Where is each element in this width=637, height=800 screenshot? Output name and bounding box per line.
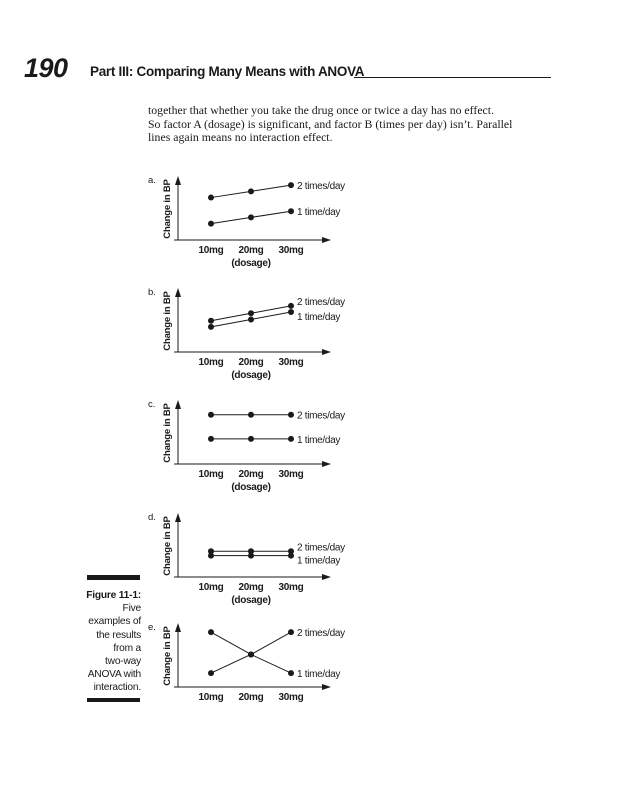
data-point: [208, 670, 214, 676]
panel-letter: d.: [148, 512, 156, 523]
x-tick-label: 20mg: [238, 582, 264, 593]
series-label: 1 time/day: [297, 669, 341, 681]
y-axis-label: Change in BP: [162, 626, 173, 686]
x-tick-label: 20mg: [238, 469, 264, 480]
series-label: 2 times/day: [297, 181, 345, 193]
data-point: [288, 303, 294, 309]
caption-line: from a: [113, 642, 141, 654]
data-point: [288, 412, 294, 418]
x-tick-label: 30mg: [278, 469, 304, 480]
running-head: Part III: Comparing Many Means with ANOVA: [90, 64, 365, 79]
caption-line: two-way: [105, 656, 141, 668]
series-line: [211, 632, 291, 654]
body-line: lines again means no interaction effect.: [148, 130, 333, 144]
panel-letter: b.: [148, 287, 156, 298]
x-tick-label: 20mg: [238, 245, 264, 256]
caption-line: examples of: [88, 616, 141, 628]
x-tick-label: 10mg: [198, 245, 224, 256]
x-tick-label: 10mg: [198, 692, 224, 703]
data-point: [288, 182, 294, 188]
page-number: 190: [24, 53, 68, 83]
x-axis-label: (dosage): [231, 595, 271, 606]
chart-panel-1: [148, 175, 345, 269]
data-point: [288, 436, 294, 442]
y-axis-label: Change in BP: [162, 291, 173, 351]
x-tick-label: 10mg: [198, 357, 224, 368]
figure-label: Figure 11-1:: [86, 590, 141, 601]
data-point: [248, 214, 254, 220]
chart-panel-3: [148, 399, 345, 493]
x-axis-arrow: [322, 574, 331, 580]
caption-line: interaction.: [93, 682, 141, 694]
x-axis-label: (dosage): [231, 370, 271, 381]
series-label: 2 times/day: [297, 410, 345, 422]
chart-panel-5: [148, 622, 345, 703]
y-axis-arrow: [175, 176, 181, 185]
data-point: [288, 309, 294, 315]
data-point: [208, 318, 214, 324]
data-point: [288, 670, 294, 676]
series-label: 2 times/day: [297, 542, 345, 554]
series-label: 1 time/day: [297, 434, 341, 446]
data-point: [208, 436, 214, 442]
chart-panel-2: [148, 287, 345, 381]
data-point: [288, 629, 294, 635]
y-axis-label: Change in BP: [162, 403, 173, 463]
data-point: [248, 188, 254, 194]
data-point: [288, 553, 294, 559]
data-point: [248, 553, 254, 559]
y-axis-arrow: [175, 400, 181, 409]
series-label: 1 time/day: [297, 207, 341, 219]
x-axis-arrow: [322, 237, 331, 243]
data-point: [208, 195, 214, 201]
panel-letter: c.: [148, 399, 156, 410]
x-axis-label: (dosage): [231, 482, 271, 493]
data-point: [248, 436, 254, 442]
series-label: 2 times/day: [297, 628, 345, 640]
y-axis-arrow: [175, 288, 181, 297]
series-label: 1 time/day: [297, 312, 341, 324]
x-tick-label: 30mg: [278, 692, 304, 703]
data-point: [248, 651, 254, 657]
x-axis-arrow: [322, 684, 331, 690]
x-axis-arrow: [322, 461, 331, 467]
x-tick-label: 20mg: [238, 692, 264, 703]
data-point: [208, 553, 214, 559]
data-point: [288, 208, 294, 214]
body-line: together that whether you take the drug once or twice a day has no effect.: [148, 103, 495, 117]
caption-line: ANOVA with: [87, 669, 141, 681]
x-tick-label: 30mg: [278, 357, 304, 368]
x-axis-arrow: [322, 349, 331, 355]
data-point: [208, 412, 214, 418]
x-tick-label: 30mg: [278, 245, 304, 256]
y-axis-arrow: [175, 623, 181, 632]
series-label: 1 time/day: [297, 555, 341, 567]
caption-line: the results: [96, 629, 141, 641]
x-tick-label: 30mg: [278, 582, 304, 593]
data-point: [208, 221, 214, 227]
data-point: [248, 412, 254, 418]
caption-line: Five: [122, 603, 141, 615]
y-axis-label: Change in BP: [162, 179, 173, 239]
y-axis-label: Change in BP: [162, 516, 173, 576]
series-label: 2 times/day: [297, 296, 345, 308]
data-point: [208, 324, 214, 330]
panel-letter: a.: [148, 175, 156, 186]
chart-panel-4: [148, 512, 345, 606]
data-point: [248, 316, 254, 322]
x-tick-label: 20mg: [238, 357, 264, 368]
panel-letter: e.: [148, 622, 156, 633]
body-line: So factor A (dosage) is significant, and factor B (times per day) isn’t. Parallel: [148, 116, 513, 131]
data-point: [248, 310, 254, 316]
y-axis-arrow: [175, 513, 181, 522]
x-axis-label: (dosage): [231, 258, 271, 269]
x-tick-label: 10mg: [198, 469, 224, 480]
x-tick-label: 10mg: [198, 582, 224, 593]
data-point: [208, 629, 214, 635]
